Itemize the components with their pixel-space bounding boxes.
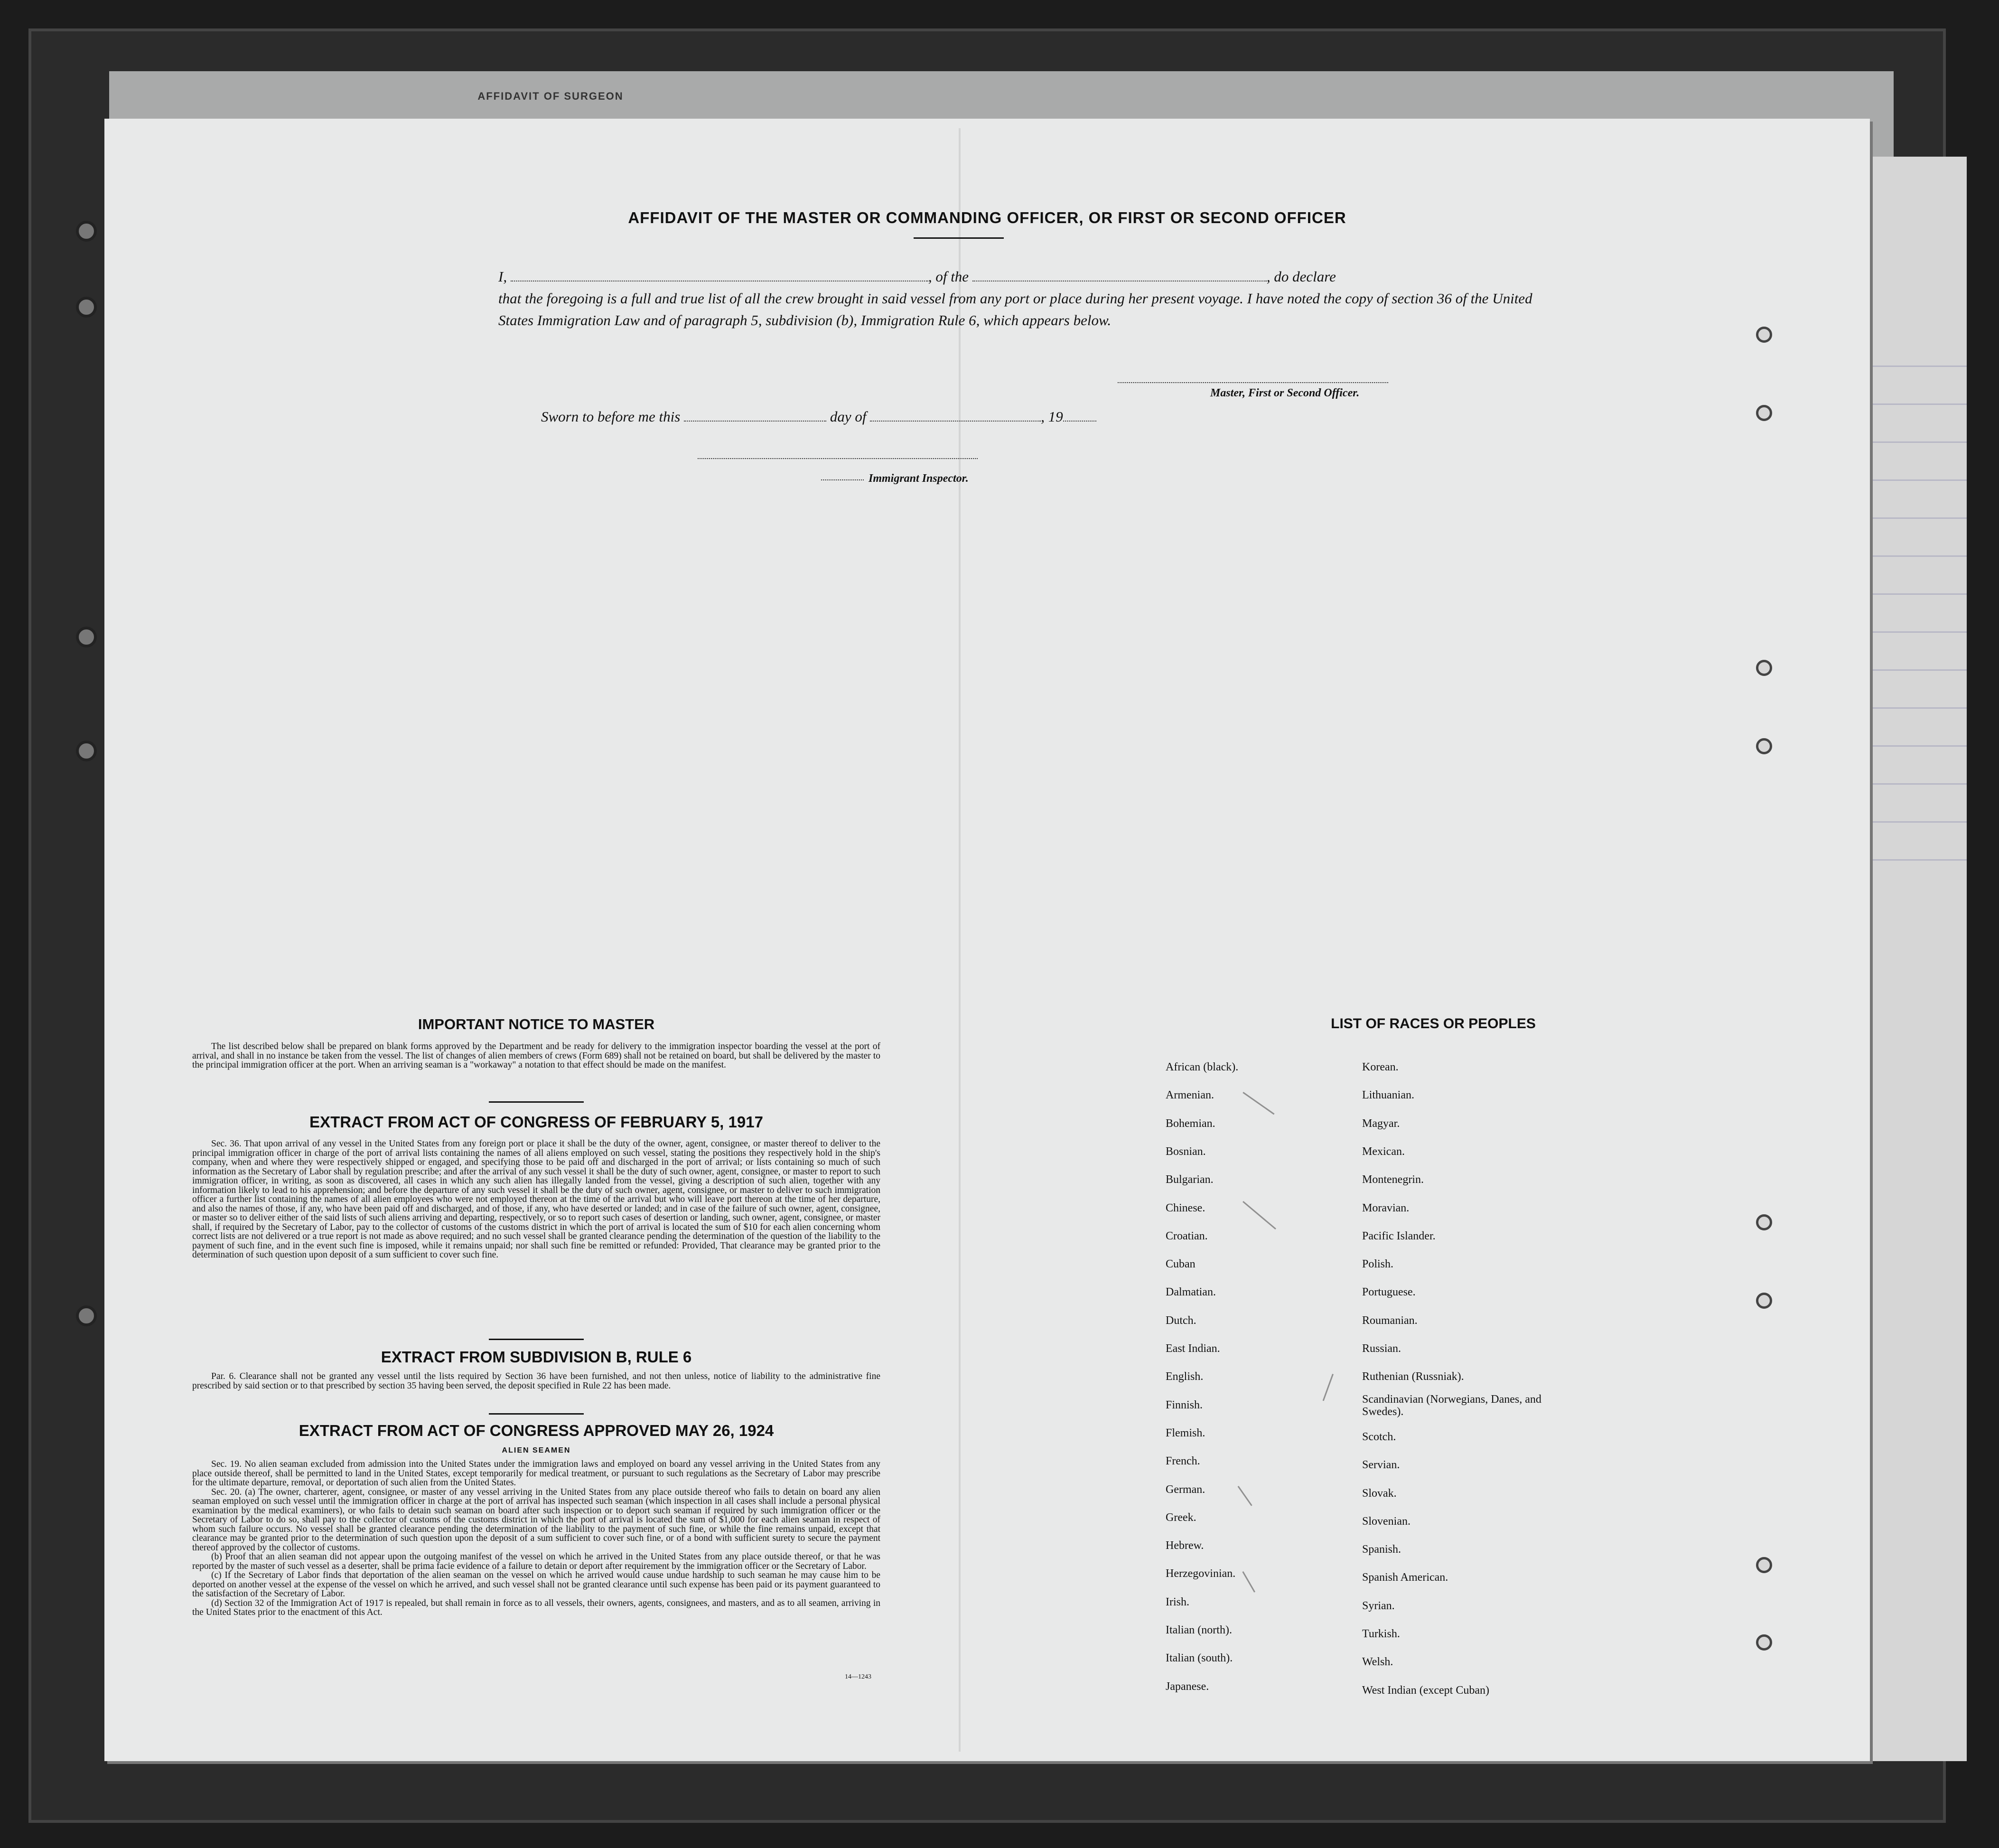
punch-hole	[1756, 1557, 1772, 1573]
binder-ring	[76, 741, 97, 761]
subdivision-b-paragraph: Par. 6. Clearance shall not be granted any vessel until the lists required by Section 36 have been furnished, and not then unless, notice of liability to the administrative fine prescribed by said section or to that prescribed by section 35 having been served, the deposit specified in Rule 22 has been made.	[192, 1371, 880, 1391]
race-item: Scotch.	[1362, 1430, 1396, 1443]
race-item: Spanish.	[1362, 1543, 1401, 1556]
punch-hole	[1756, 1214, 1772, 1230]
race-item: Turkish.	[1362, 1628, 1400, 1640]
extract-1924-text	[192, 1460, 880, 1617]
extract-1924-paragraph: Sec. 19. No alien seaman excluded from admission into the United States under the immigration laws and employed on board any vessel arriving in the United States from any place outside thereof, shall be permitted to land in the United States, except temporarily for medical treatment, or pursuant to such regulations as the Secretary of Labor may prescribe for the ultimate departure, removal, or deportation of such alien from the United States.	[192, 1459, 880, 1488]
race-item: Welsh.	[1362, 1656, 1393, 1669]
race-item: Herzegovinian.	[1166, 1567, 1236, 1580]
race-item: Russian.	[1362, 1342, 1401, 1355]
race-item: Bulgarian.	[1166, 1173, 1214, 1186]
title-rule	[914, 237, 1004, 239]
race-item: German.	[1166, 1483, 1205, 1496]
sworn-day-blank[interactable]	[684, 409, 826, 422]
race-item: Cuban	[1166, 1258, 1196, 1271]
sworn-year-blank[interactable]	[1063, 409, 1096, 422]
extract-1917-title: EXTRACT FROM ACT OF CONGRESS OF FEBRUARY 5, 1917	[309, 1113, 763, 1131]
master-signature-line[interactable]	[1118, 382, 1388, 383]
binder-ring	[76, 297, 97, 318]
notice-rule	[489, 1101, 584, 1103]
punch-hole	[1756, 1293, 1772, 1309]
inspector-signature-line[interactable]	[698, 458, 978, 459]
race-item: Polish.	[1362, 1258, 1394, 1271]
punch-hole	[1756, 327, 1772, 343]
race-item: Portuguese.	[1362, 1286, 1416, 1299]
race-item: Mexican.	[1362, 1145, 1405, 1158]
race-item: Servian.	[1362, 1459, 1400, 1472]
punch-hole	[1756, 405, 1772, 421]
race-item: Pacific Islander.	[1362, 1229, 1436, 1242]
binder-ring	[76, 1305, 97, 1326]
race-item: Lithuanian.	[1362, 1089, 1414, 1102]
race-item: Slovenian.	[1362, 1515, 1411, 1528]
extract-1924-paragraph: Sec. 20. (a) The owner, charterer, agent, consignee, or master of any vessel arriving in the United States from any place outside thereof who fails to detain on board any alien seaman employed on such vessel until the immigration officer in charge at the port of arrival has inspected such seaman (which inspection in all cases shall include a personal physical examination by the medical examiners), or who fails to detain such seaman on board after such inspection or to deport such seaman if required by such immigration officer or the Secretary of Labor to do so, shall pay to the collector of customs of the customs district in which the port of arrival is located the sum of $1,000 for each alien seaman in respect of whom such failure occurs. No vessel shall be granted clearance pending the determination of the liability to the payment of such fine, or while the fine remains unpaid, except that clearance may be granted prior to the determination of such question upon the deposit of a sum sufficient to cover such fine, or of a bond with sufficient surety to secure the payment thereof approved by the collector of customs.	[192, 1487, 880, 1553]
extract-1924-paragraph: (c) If the Secretary of Labor finds that deportation of the alien seaman on the vessel on which he arrived would cause undue hardship to such seaman he may cause him to be deported on another vessel at the expense of the vessel on which he arrived, and such vessel shall not be granted clearance until such expense has been paid or its payment guaranteed to the satisfaction of the Secretary of Labor.	[192, 1570, 880, 1599]
sworn-month-blank[interactable]	[870, 409, 1041, 422]
race-item: Moravian.	[1362, 1201, 1410, 1214]
race-item: Montenegrin.	[1362, 1173, 1424, 1186]
inspector-signature-line-2[interactable]	[821, 479, 864, 480]
extract-1917-rule	[489, 1339, 584, 1340]
races-title: LIST OF RACES OR PEOPLES	[1331, 1016, 1536, 1032]
affidavit-page	[104, 119, 1870, 1761]
page-fold	[959, 128, 961, 1752]
race-item: Japanese.	[1166, 1680, 1209, 1693]
race-item: Italian (north).	[1166, 1624, 1232, 1636]
race-item: Magyar.	[1362, 1117, 1400, 1130]
race-item: African (black).	[1166, 1061, 1239, 1073]
binder-ring	[76, 221, 97, 242]
race-item: Scandinavian (Norwegians, Danes, and Swedes).	[1362, 1393, 1541, 1418]
notice-text	[192, 1042, 880, 1070]
race-item: Flemish.	[1166, 1426, 1205, 1439]
race-item: Ruthenian (Russniak).	[1362, 1370, 1464, 1383]
extract-1917-paragraph: Sec. 36. That upon arrival of any vessel in the United States from any foreign port or place it shall be the duty of the owner, agent, consignee, or master thereof to deliver to the principal immigration officer in charge of the port of arrival lists containing the names of all aliens employed on such vessel, stating the positions they respectively hold in the ship's company, when and where they were respectively shipped or engaged, and specifying those to be paid off and discharged in the port of arrival; or lists containing so much of such information as the Secretary of Labor shall by regulation prescribe; and after the arrival of any such vessel it shall be the duty of such owner, agent, consignee, or master to report to such immigration officer, in writing, as soon as discovered, all cases in which any such alien has illegally landed from the vessel, giving a description of such alien, together with any information likely to lead to his apprehension; and before the departure of any such vessel it shall be the duty of such owner, agent, consignee, or master to deliver to such immigration officer a further list containing the names of all alien employees who were not employed thereon at the time of the arrival but who will leave port thereon at the time of her departure, and also the names of those, if any, who have been paid off and discharged, and of those, if any, who have deserted or landed; and in case of the failure of such owner, agent, consignee, or master so to deliver either of the said lists of such aliens arriving and departing, respectively, or so to report such cases of desertion or landing, such owner, agent, consignee, or master shall, if required by the Secretary of Labor, pay to the collector of customs of the customs district in which the port of arrival is located the sum of $10 for each alien concerning whom correct lists are not delivered or a true report is not made as above required; and no such vessel shall be granted clearance pending the determination of the question of the liability to the payment of such fine, and in the event such fine is imposed, while it remains unpaid; nor shall such fine be remitted or refunded: Provided, That clearance may be granted prior to the determination of such question upon deposit of a sum sufficient to cover such fine.	[192, 1139, 880, 1260]
race-item: Bosnian.	[1166, 1145, 1206, 1158]
race-item: Greek.	[1166, 1511, 1196, 1524]
race-item: Finnish.	[1166, 1398, 1203, 1411]
affidavit-title: AFFIDAVIT OF THE MASTER OR COMMANDING OFFICER, OR FIRST OR SECOND OFFICER	[628, 209, 1346, 226]
name-blank[interactable]	[511, 268, 928, 281]
sworn-day-of: day of	[826, 408, 870, 425]
punch-hole	[1756, 660, 1772, 676]
extract-1924-title: EXTRACT FROM ACT OF CONGRESS APPROVED MAY 26, 1924	[299, 1422, 774, 1439]
race-item: Dutch.	[1166, 1314, 1196, 1327]
extract-1924-paragraph: (d) Section 32 of the Immigration Act of 1917 is repealed, but shall remain in force as to all vessels, their owners, agents, consignees, and masters, and as to all seamen, arriving in the United States prior to the enactment of this Act.	[192, 1598, 880, 1617]
race-item: Korean.	[1362, 1061, 1399, 1073]
pencil-mark	[1238, 1486, 1252, 1506]
race-item: Slovak.	[1362, 1487, 1397, 1500]
alien-seamen-subtitle: ALIEN SEAMEN	[502, 1446, 571, 1454]
sworn-text: Sworn to before me this	[541, 408, 684, 425]
race-item: Armenian.	[1166, 1089, 1214, 1102]
binder-ring	[76, 627, 97, 647]
race-item: Bohemian.	[1166, 1117, 1215, 1130]
race-item: Spanish American.	[1362, 1571, 1448, 1584]
race-item: Irish.	[1166, 1595, 1189, 1608]
pencil-mark	[1323, 1374, 1334, 1401]
declaration-i: I,	[498, 268, 511, 285]
affidavit-of-surgeon-heading: AFFIDAVIT OF SURGEON	[477, 90, 624, 102]
declaration-body: that the foregoing is a full and true list of all the crew brought in said vessel from any port or place during her present voyage. I have noted the copy of section 36 of the United States Immigration Law and of paragraph 5, subdivision (b), Immigration Rule 6, which appears below.	[498, 290, 1532, 328]
sworn-line	[541, 408, 1096, 425]
race-item: Chinese.	[1166, 1201, 1205, 1214]
race-item: Hebrew.	[1166, 1539, 1204, 1552]
declaration-of-the: , of the	[928, 268, 972, 285]
punch-hole	[1756, 1634, 1772, 1651]
master-signature-label: Master, First or Second Officer.	[1210, 387, 1360, 399]
race-item: West Indian (except Cuban)	[1362, 1684, 1489, 1697]
declaration-text	[498, 266, 1533, 331]
inspector-label: Immigrant Inspector.	[869, 472, 969, 485]
race-item: Roumanian.	[1362, 1314, 1418, 1327]
subdivision-b-title: EXTRACT FROM SUBDIVISION B, RULE 6	[381, 1348, 692, 1366]
extract-1924-paragraph: (b) Proof that an alien seaman did not appear upon the outgoing manifest of the vessel on which he arrived in the United States from any place outside thereof, or that he was reported by the master of such vessel as a deserter, shall be prima facie evidence of a failure to detain or deport after requirement by the immigration officer or the Secretary of Labor.	[192, 1552, 880, 1571]
pencil-mark	[1242, 1092, 1274, 1115]
punch-hole	[1756, 738, 1772, 754]
notice-title: IMPORTANT NOTICE TO MASTER	[418, 1016, 655, 1032]
race-item: Dalmatian.	[1166, 1286, 1216, 1299]
race-item: Croatian.	[1166, 1229, 1208, 1242]
race-item: Italian (south).	[1166, 1652, 1233, 1665]
subdivision-b-rule	[489, 1413, 584, 1415]
declaration-do-declare: , do declare	[1266, 268, 1336, 285]
notice-paragraph: The list described below shall be prepared on blank forms approved by the Department and be ready for delivery to the immigration inspector boarding the vessel at the port of arrival, and shall in no instance be taken from the vessel. The list of changes of alien members of crews (Form 689) shall not be retained on board, but shall be delivered by the master to the principal immigration officer at the port. When an arriving seaman is a "workaway" a notation to that effect should be made on the manifest.	[192, 1041, 880, 1070]
race-item: East Indian.	[1166, 1342, 1220, 1355]
extract-1917-text	[192, 1139, 880, 1260]
pencil-mark	[1242, 1571, 1255, 1593]
race-item: Syrian.	[1362, 1599, 1395, 1612]
pencil-mark	[1242, 1201, 1276, 1229]
subdivision-b-text	[192, 1372, 880, 1390]
race-item: French.	[1166, 1455, 1200, 1468]
race-item: English.	[1166, 1370, 1204, 1383]
form-number: 14—1243	[845, 1673, 871, 1680]
vessel-blank[interactable]	[972, 268, 1267, 281]
sworn-year-prefix: , 19	[1041, 408, 1063, 425]
